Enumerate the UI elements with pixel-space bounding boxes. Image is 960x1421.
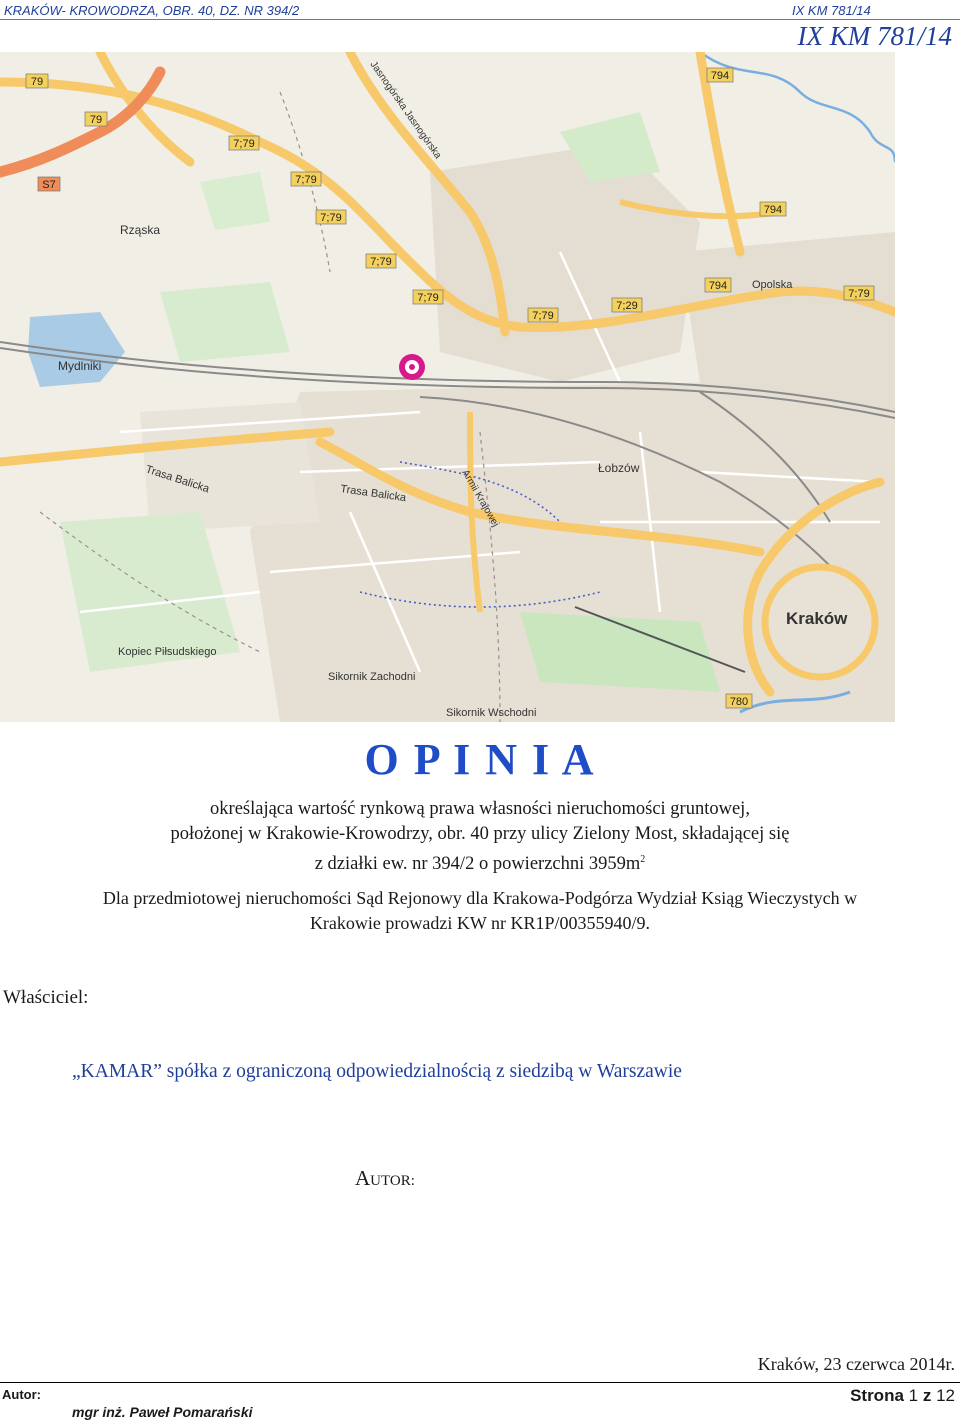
shield-s7-text: S7 xyxy=(42,179,56,191)
shield-794-c-text: 794 xyxy=(708,280,728,292)
shield-779-e-text: 7;79 xyxy=(417,292,439,304)
page-word: Strona xyxy=(850,1386,904,1405)
shield-780-text: 780 xyxy=(729,696,749,708)
label-trasa-balicka-west: Trasa Balicka xyxy=(144,463,211,496)
shield-779-d-text: 7;79 xyxy=(370,256,392,268)
label-sikornik-zachodni: Sikornik Zachodni xyxy=(328,671,416,683)
document-title: O P I N I A xyxy=(364,735,596,784)
shield-779-a-text: 7;79 xyxy=(233,138,255,150)
subtitle-line-2: położonej w Krakowie-Krowodrzy, obr. 40 przy ulicy Zielony Most, składającej się xyxy=(170,824,790,844)
label-trasa-balicka-east: Trasa Balicka xyxy=(339,483,407,505)
park-area xyxy=(160,282,290,362)
property-location-marker xyxy=(399,354,425,380)
label-krakow: Kraków xyxy=(786,609,848,628)
subtitle-line-3 xyxy=(0,847,960,877)
land-register-reference: IX KM 781/14 xyxy=(797,21,952,51)
page-number xyxy=(850,1386,955,1406)
shield-779-b-text: 7;79 xyxy=(295,174,317,186)
label-armii-krajowej: Armii Krajowej xyxy=(459,468,501,529)
subtitle-line-3-text: z działki ew. nr 394/2 o powierzchni 3959m xyxy=(314,854,641,875)
header-left-text: KRAKÓW- KROWODRZA, OBR. 40, DZ. NR 394/2 xyxy=(4,3,300,18)
label-jasnogorska: Jasnogórska Jasnogórska xyxy=(367,59,444,161)
page-separator: z xyxy=(922,1386,932,1405)
footer-author-label: Autor: xyxy=(2,1387,41,1402)
shield-779-c-text: 7;79 xyxy=(320,212,342,224)
shield-79-b-text: 79 xyxy=(89,114,103,126)
owner-label: Właściciel: xyxy=(3,987,89,1008)
shield-779-f-text: 7;79 xyxy=(532,310,554,322)
author-heading-initial: A xyxy=(355,1166,371,1190)
footer-divider xyxy=(0,1382,960,1383)
label-lobzow: Łobzów xyxy=(598,461,640,475)
description-line-1: Dla przedmiotowej nieruchomości Sąd Rejonowy dla Krakowa-Podgórza Wydział Ksiąg Wieczystych w xyxy=(102,888,858,908)
author-heading-rest: UTOR: xyxy=(370,1173,415,1189)
area-unit-superscript: 2 xyxy=(640,854,646,865)
owner-name: „KAMAR” spółka z ograniczoną odpowiedzialnością z siedzibą w Warszawie xyxy=(72,1061,682,1082)
header-divider xyxy=(0,19,960,20)
header-right-text: IX KM 781/14 xyxy=(792,3,871,18)
shield-794-b-text: 794 xyxy=(763,204,783,216)
author-heading xyxy=(355,1166,415,1191)
subtitle-line-1: określająca wartość rynkową prawa własności nieruchomości gruntowej, xyxy=(210,799,750,819)
shield-779-g-text: 7;79 xyxy=(848,288,870,300)
footer-author-name: mgr inż. Paweł Pomarański xyxy=(72,1404,253,1420)
shield-794-a-text: 794 xyxy=(710,70,730,82)
label-rzaska: Rząska xyxy=(120,223,161,237)
place-and-date: Kraków, 23 czerwca 2014r. xyxy=(757,1354,955,1374)
description-line-2: Krakowie prowadzi KW nr KR1P/00355940/9. xyxy=(309,913,651,933)
location-map xyxy=(0,52,895,722)
label-sikornik-wschodni: Sikornik Wschodni xyxy=(446,707,537,719)
land-register-description xyxy=(0,886,960,936)
label-kopiec-pilsudskiego: Kopiec Piłsudskiego xyxy=(118,646,217,658)
document-subtitle xyxy=(0,797,960,877)
shield-729-text: 7;29 xyxy=(616,300,638,312)
label-opolska: Opolska xyxy=(752,279,793,291)
page-current: 1 xyxy=(908,1386,919,1405)
label-mydlniki: Mydlniki xyxy=(58,359,102,373)
shield-79-a-text: 79 xyxy=(30,76,44,88)
page-total: 12 xyxy=(936,1386,955,1405)
